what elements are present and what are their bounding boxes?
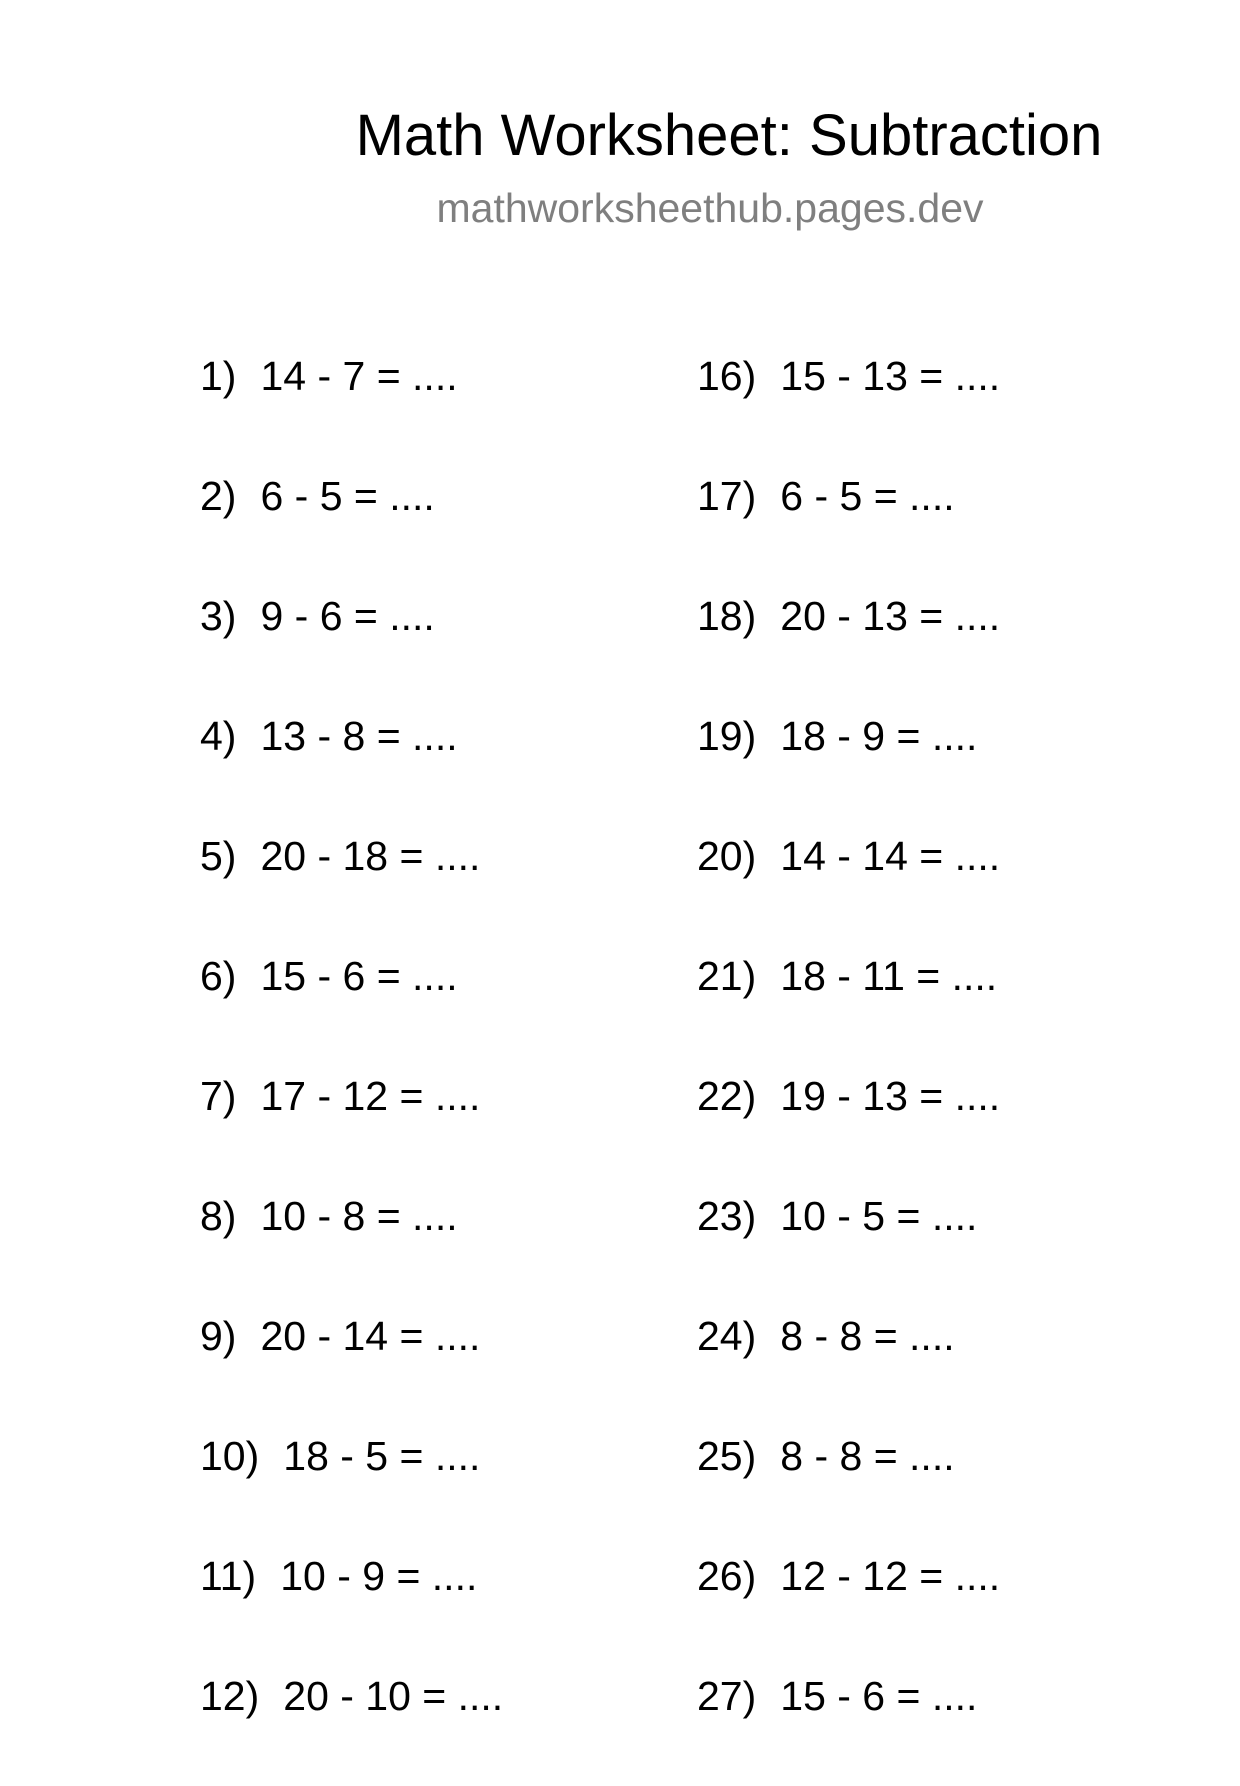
- worksheet-source-url: mathworksheethub.pages.dev: [436, 185, 984, 231]
- problem-number: 1): [200, 353, 237, 399]
- problem-item: [200, 946, 503, 1066]
- problem-expression: 12 - 12 = ....: [780, 1553, 1001, 1599]
- problem-expression: 18 - 11 = ....: [780, 953, 998, 999]
- problem-expression: 15 - 13 = ....: [780, 353, 1001, 399]
- problem-item: [200, 706, 503, 826]
- problem-number: 27): [697, 1673, 757, 1719]
- problem-item: [697, 1666, 1000, 1786]
- problem-expression: 19 - 13 = ....: [780, 1073, 1001, 1119]
- problem-item: [200, 1066, 503, 1186]
- problem-number: 18): [697, 593, 757, 639]
- problem-item: [697, 1186, 1000, 1306]
- problem-number: 23): [697, 1193, 757, 1239]
- worksheet-title: Math Worksheet: Subtraction: [355, 103, 1103, 168]
- problem-expression: 9 - 6 = ....: [260, 593, 435, 639]
- problem-expression: 10 - 5 = ....: [780, 1193, 978, 1239]
- problem-item: [200, 1546, 503, 1666]
- problem-number: 21): [697, 953, 757, 999]
- problem-number: 16): [697, 353, 757, 399]
- problem-item: [200, 1306, 503, 1426]
- problem-number: 26): [697, 1553, 757, 1599]
- problem-number: 24): [697, 1313, 757, 1359]
- problem-expression: 6 - 5 = ....: [780, 473, 955, 519]
- problem-expression: 14 - 14 = ....: [780, 833, 1001, 879]
- problem-number: 8): [200, 1193, 237, 1239]
- problems-column-right: [697, 346, 1000, 1786]
- problem-item: [200, 466, 503, 586]
- problem-expression: 10 - 9 = ....: [280, 1553, 478, 1599]
- problem-number: 19): [697, 713, 757, 759]
- problems-column-left: [200, 346, 503, 1786]
- problem-expression: 17 - 12 = ....: [260, 1073, 481, 1119]
- problem-number: 6): [200, 953, 237, 999]
- problem-number: 3): [200, 593, 237, 639]
- problem-number: 22): [697, 1073, 757, 1119]
- problem-item: [697, 1306, 1000, 1426]
- problem-item: [200, 826, 503, 946]
- problem-item: [200, 1186, 503, 1306]
- problem-expression: 10 - 8 = ....: [260, 1193, 458, 1239]
- problem-expression: 15 - 6 = ....: [260, 953, 458, 999]
- problem-expression: 14 - 7 = ....: [260, 353, 458, 399]
- problem-expression: 20 - 10 = ....: [283, 1673, 504, 1719]
- problem-item: [200, 346, 503, 466]
- problem-number: 11): [200, 1553, 257, 1599]
- problem-expression: 18 - 5 = ....: [283, 1433, 481, 1479]
- problem-expression: 18 - 9 = ....: [780, 713, 978, 759]
- problem-number: 25): [697, 1433, 757, 1479]
- problem-number: 20): [697, 833, 757, 879]
- problem-number: 4): [200, 713, 237, 759]
- problem-number: 12): [200, 1673, 260, 1719]
- problem-item: [697, 1546, 1000, 1666]
- problem-item: [697, 946, 1000, 1066]
- problem-number: 17): [697, 473, 757, 519]
- problem-number: 2): [200, 473, 237, 519]
- problem-expression: 15 - 6 = ....: [780, 1673, 978, 1719]
- problem-expression: 13 - 8 = ....: [260, 713, 458, 759]
- problem-expression: 8 - 8 = ....: [780, 1313, 955, 1359]
- problem-item: [200, 1666, 503, 1786]
- problem-item: [200, 586, 503, 706]
- problem-item: [697, 826, 1000, 946]
- problem-expression: 6 - 5 = ....: [260, 473, 435, 519]
- problem-item: [697, 706, 1000, 826]
- problem-item: [697, 1066, 1000, 1186]
- problem-item: [697, 466, 1000, 586]
- problem-expression: 20 - 14 = ....: [260, 1313, 481, 1359]
- problem-item: [200, 1426, 503, 1546]
- problem-item: [697, 1426, 1000, 1546]
- problem-expression: 20 - 13 = ....: [780, 593, 1001, 639]
- problem-expression: 8 - 8 = ....: [780, 1433, 955, 1479]
- problem-item: [697, 346, 1000, 466]
- problem-number: 9): [200, 1313, 237, 1359]
- problem-number: 7): [200, 1073, 237, 1119]
- problem-item: [697, 586, 1000, 706]
- problem-number: 10): [200, 1433, 260, 1479]
- problem-expression: 20 - 18 = ....: [260, 833, 481, 879]
- problem-number: 5): [200, 833, 237, 879]
